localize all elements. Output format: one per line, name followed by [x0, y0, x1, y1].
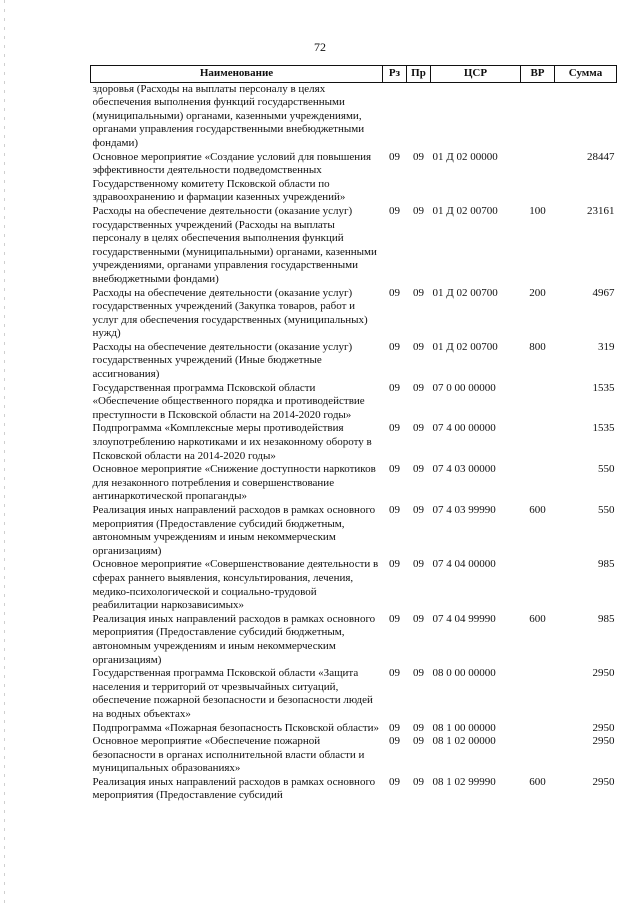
- cell-name: Расходы на обеспечение деятельности (оказание услуг) государственных учреждений (Иные бюджетные ассигнования): [92, 340, 353, 381]
- cell-sum: 319: [598, 340, 615, 353]
- cell-vr: 600: [529, 612, 546, 625]
- table-row: [91, 504, 617, 558]
- cell-pr: 09: [413, 463, 424, 476]
- cell-csr: 01 Д 02 00700: [432, 340, 498, 353]
- cell-pr: 09: [413, 612, 424, 625]
- table-row: [91, 722, 617, 736]
- cell-rz: 09: [389, 340, 400, 353]
- table-row: [91, 151, 617, 205]
- cell-sum: 985: [598, 558, 615, 571]
- cell-vr: [521, 151, 555, 205]
- cell-name: Основное мероприятие «Создание условий для повышения эффективности деятельности подведомственных Государственному комитету Псковской области по здравоохранению и фармации казенных учреждений»: [92, 150, 372, 204]
- table-row: [91, 382, 617, 423]
- cell-csr: 07 4 04 00000: [432, 558, 496, 571]
- cell-csr: 01 Д 02 00700: [432, 204, 498, 217]
- cell-pr: 09: [413, 286, 424, 299]
- table-row: [91, 463, 617, 504]
- cell-csr: 08 1 02 00000: [432, 735, 496, 748]
- table-row: [91, 287, 617, 341]
- cell-sum: 28447: [587, 150, 615, 163]
- cell-pr: 09: [413, 150, 424, 163]
- cell-vr: 600: [529, 775, 546, 788]
- cell-name: Реализация иных направлений расходов в рамках основного мероприятия (Предоставление субсидий: [92, 775, 376, 802]
- cell-csr: 07 4 03 00000: [432, 463, 496, 476]
- cell-sum: 1535: [592, 381, 615, 394]
- cell-csr: 08 0 00 00000: [432, 667, 496, 680]
- cell-rz: 09: [389, 286, 400, 299]
- page-number: 72: [314, 40, 326, 54]
- cell-sum: 2950: [592, 667, 615, 680]
- header-vr: ВР: [521, 66, 555, 83]
- header-sum: Сумма: [555, 66, 617, 83]
- cell-sum: 550: [598, 463, 615, 476]
- cell-name: Расходы на обеспечение деятельности (оказание услуг) государственных учреждений (Закупка товаров, работ и услуг для обеспечения государственных (муниципальных) нужд): [92, 286, 368, 340]
- table-row: [91, 776, 617, 803]
- cell-rz: 09: [389, 204, 400, 217]
- budget-table: [90, 65, 617, 803]
- cell-pr: 09: [413, 775, 424, 788]
- cell-name: Расходы на обеспечение деятельности (оказание услуг) государственных учреждений (Расходы на выплаты персоналу в целях обеспечения выполнения функций государственными (муниципальными) органами, казенными учреждениями, органами управления государственными внебюджетными фондами): [92, 204, 377, 285]
- cell-rz: 09: [389, 775, 400, 788]
- cell-vr: 100: [529, 204, 546, 217]
- cell-pr: 09: [413, 721, 424, 734]
- cell-rz: 09: [389, 504, 400, 516]
- table-row: [91, 735, 617, 776]
- cell-rz: [383, 82, 407, 150]
- cell-csr: 08 1 00 00000: [432, 721, 496, 734]
- cell-sum: 550: [598, 504, 615, 516]
- cell-vr: [521, 558, 555, 612]
- cell-name: Основное мероприятие «Обеспечение пожарной безопасности в органах исполнительной власти области и муниципальных образованиях»: [92, 735, 365, 775]
- cell-pr: 09: [413, 204, 424, 217]
- cell-rz: 09: [389, 667, 400, 680]
- cell-rz: 09: [389, 612, 400, 625]
- cell-rz: 09: [389, 150, 400, 163]
- cell-name: Государственная программа Псковской области «Обеспечение общественного порядка и противодействие преступности в Псковской области на 2014-2020 годы»: [92, 381, 365, 421]
- cell-vr: [521, 82, 555, 150]
- table-row: [91, 205, 617, 287]
- header-row: [91, 66, 617, 83]
- cell-vr: [521, 722, 555, 736]
- cell-vr: 800: [529, 340, 546, 353]
- header-csr: ЦСР: [431, 66, 521, 83]
- cell-csr: [431, 82, 521, 150]
- header-name: Наименование: [91, 66, 383, 83]
- cell-pr: 09: [413, 504, 424, 516]
- table-row: [91, 422, 617, 463]
- cell-pr: 09: [413, 735, 424, 748]
- table-row: [91, 341, 617, 382]
- cell-rz: 09: [389, 463, 400, 476]
- table-row: [91, 82, 617, 150]
- cell-vr: 200: [529, 286, 546, 299]
- cell-vr: [521, 735, 555, 776]
- table-body: [91, 82, 617, 803]
- header-rz: Рз: [383, 66, 407, 83]
- cell-sum: 2950: [592, 735, 615, 748]
- cell-name: Основное мероприятие «Совершенствование деятельности в сферах раннего выявления, консультирования, лечения, медико-психологической и социально-трудовой реабилитации наркозависимых»: [92, 558, 379, 612]
- header-pr: Пр: [407, 66, 431, 83]
- cell-sum: [555, 82, 617, 150]
- cell-name: Подпрограмма «Пожарная безопасность Псковской области»: [92, 721, 380, 734]
- cell-rz: 09: [389, 721, 400, 734]
- cell-name: Основное мероприятие «Снижение доступности наркотиков для незаконного потребления и совершенствование антинаркотической пропаганды»: [92, 463, 376, 503]
- cell-sum: 23161: [587, 204, 615, 217]
- cell-sum: 2950: [592, 775, 615, 788]
- cell-name: Государственная программа Псковской области «Защита населения и территорий от чрезвычайных ситуаций, обеспечение пожарной безопасности и безопасности людей на водных объектах»: [92, 667, 373, 720]
- cell-csr: 01 Д 02 00700: [432, 286, 498, 299]
- cell-name: Реализация иных направлений расходов в рамках основного мероприятия (Предоставление субсидий бюджетным, автономным учреждениям и иным некоммерческим организациям): [92, 612, 376, 666]
- cell-name: Реализация иных направлений расходов в рамках основного мероприятия (Предоставление субсидий бюджетным, автономным учреждениям и иным некоммерческим организациям): [92, 504, 376, 557]
- cell-pr: 09: [413, 340, 424, 353]
- table-header: [91, 66, 617, 83]
- cell-vr: [521, 422, 555, 463]
- cell-name: здоровья (Расходы на выплаты персоналу в целях обеспечения выполнения функций государственными (муниципальными) органами, казенными учреждениями, органами управления государственными внебюджетными фондами): [92, 82, 365, 149]
- cell-vr: [521, 463, 555, 504]
- cell-name: Подпрограмма «Комплексные меры противодействия злоупотреблению наркотиками и их незаконному обороту в Псковской области на 2014-2020 годы»: [92, 422, 372, 462]
- cell-rz: 09: [389, 381, 400, 394]
- cell-sum: 4967: [592, 286, 615, 299]
- cell-rz: 09: [389, 735, 400, 748]
- cell-sum: 985: [598, 612, 615, 625]
- cell-csr: 01 Д 02 00000: [432, 150, 498, 163]
- cell-sum: 1535: [592, 422, 615, 435]
- cell-vr: [521, 667, 555, 721]
- cell-pr: 09: [413, 558, 424, 571]
- cell-rz: 09: [389, 558, 400, 571]
- cell-pr: 09: [413, 667, 424, 680]
- table-row: [91, 613, 617, 667]
- cell-sum: 2950: [592, 721, 615, 734]
- cell-csr: 07 0 00 00000: [432, 381, 496, 394]
- cell-csr: 07 4 00 00000: [432, 422, 496, 435]
- cell-pr: 09: [413, 381, 424, 394]
- cell-pr: [407, 82, 431, 150]
- table-row: [91, 667, 617, 721]
- cell-vr: [521, 382, 555, 423]
- cell-rz: 09: [389, 422, 400, 435]
- scan-edge-mark: [4, 0, 5, 905]
- cell-vr: 600: [529, 504, 546, 516]
- cell-csr: 07 4 04 99990: [432, 612, 496, 625]
- cell-csr: 07 4 03 99990: [432, 504, 496, 516]
- cell-pr: 09: [413, 422, 424, 435]
- cell-csr: 08 1 02 99990: [432, 775, 496, 788]
- table-row: [91, 558, 617, 612]
